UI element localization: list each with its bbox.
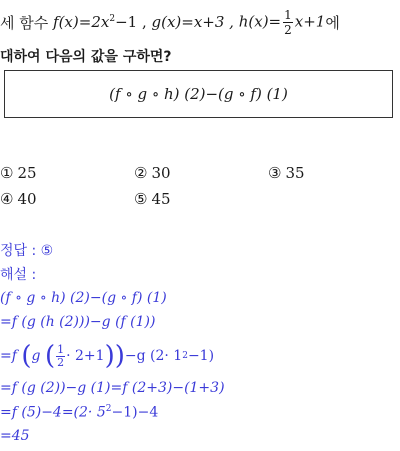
- solution-line-5-b: −1)−4: [111, 404, 159, 421]
- big-paren-close: ): [114, 341, 125, 371]
- choice-1-mark: ①: [0, 164, 14, 182]
- choice-5-value: 45: [151, 190, 171, 208]
- choice-5-mark: ⑤: [134, 190, 148, 208]
- solution-line-6: =45: [0, 428, 30, 444]
- h-definition-tail: x+1: [294, 12, 326, 30]
- solution-line-1: (f ∘ g ∘ h) (2)−(g ∘ f) (1): [0, 290, 167, 306]
- answer-mark: ⑤: [40, 243, 54, 259]
- g-definition: g(x)=x+3 ,: [151, 13, 234, 31]
- big-paren-open: (: [21, 341, 32, 371]
- choice-4[interactable]: [0, 190, 37, 208]
- f-definition-text: f(x)=2x: [53, 13, 110, 31]
- answer-label: 정답 :: [0, 243, 37, 259]
- choice-2[interactable]: [134, 164, 171, 182]
- big-paren-open-inner: (: [44, 341, 56, 371]
- solution-fraction-denominator: 2: [57, 356, 65, 369]
- solution-line-5-a: =f (5)−4=(2· 5: [0, 404, 106, 421]
- choice-5[interactable]: [134, 190, 171, 208]
- solution-line-3-d: −g (2· 1: [124, 348, 183, 364]
- choice-3-value: 35: [285, 164, 305, 182]
- solution-line-3-exponent: 2: [182, 351, 188, 361]
- problem-suffix: 에: [325, 13, 340, 32]
- choice-4-value: 40: [17, 190, 37, 208]
- choice-2-mark: ②: [134, 164, 148, 182]
- answer-line: [0, 240, 53, 260]
- solution-line-3-e: −1): [187, 348, 215, 364]
- h-definition-text: h(x)=: [238, 12, 282, 30]
- big-paren-close-inner: ): [104, 341, 115, 371]
- problem-question: 대하여 다음의 값을 구하면?: [0, 49, 172, 65]
- solution-fraction-numerator: 1: [57, 343, 65, 356]
- solution-line-2: =f (g (h (2)))−g (f (1)): [0, 314, 156, 330]
- solution-line-5-exponent: 2: [105, 404, 112, 414]
- choice-4-mark: ④: [0, 190, 14, 208]
- f-definition-tail: −1 ,: [115, 13, 147, 31]
- h-fraction-denominator: 2: [284, 22, 292, 37]
- solution-line-4: =f (g (2))−g (1)=f (2+3)−(1+3): [0, 380, 225, 396]
- f-definition: [53, 13, 147, 31]
- expression-text: (f ∘ g ∘ h) (2)−(g ∘ f) (1): [109, 85, 288, 103]
- choice-1-value: 25: [17, 164, 37, 182]
- choice-3[interactable]: [268, 164, 305, 182]
- h-fraction-numerator: 1: [284, 7, 292, 22]
- problem-prefix: 세 함수: [0, 13, 49, 32]
- h-fraction: [283, 9, 293, 36]
- solution-line-3-c: · 2+1: [66, 348, 105, 364]
- solution-line-5: [0, 404, 158, 421]
- choice-3-mark: ③: [268, 164, 282, 182]
- f-exponent: 2: [109, 14, 116, 24]
- solution-fraction: [56, 344, 65, 368]
- choice-1[interactable]: [0, 164, 37, 182]
- explanation-label: 해설 :: [0, 267, 37, 283]
- solution-line-3: [0, 338, 214, 374]
- h-definition: [239, 9, 326, 36]
- problem-statement: [0, 0, 340, 44]
- solution-line-3-b: g: [31, 348, 41, 364]
- choice-2-value: 30: [151, 164, 171, 182]
- solution-line-3-a: =f: [0, 348, 17, 364]
- expression-box: [4, 70, 393, 118]
